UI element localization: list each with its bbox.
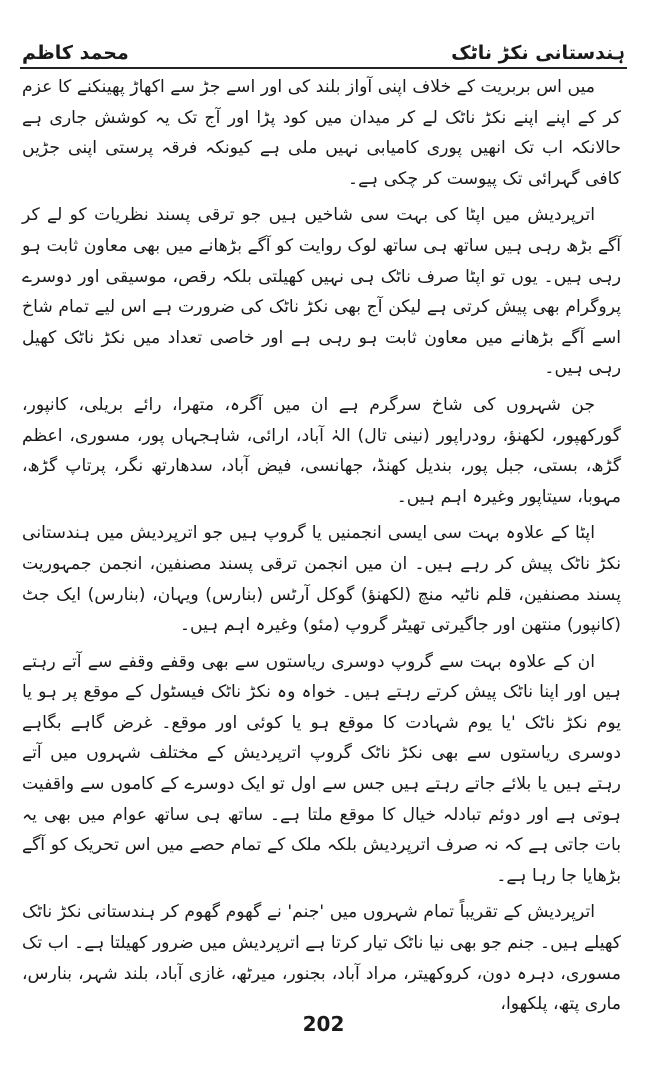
paragraph-4: اپٹا کے علاوہ بہت سی ایسی انجمنیں یا گروپ ہیں جو اترپردیش میں ہندستانی نکڑ ناٹک پیش کر رہے ہیں۔ ان میں انجمن ترقی پسند مصنفین، انجمن جمہوریت پسند مصنفین، قلم ناٹیہ منچ (لکھنؤ) گوکل آرٹس (بنارس) ویہان، (بنارس) ایک جٹ (کانپور) منتھن اور جاگیرتی تھیٹر گروپ (مئو) وغیرہ اہم ہیں۔	[22, 523, 621, 636]
paragraph-5: ان کے علاوہ بہت سے گروپ دوسری ریاستوں سے بھی وقفے وقفے سے آتے رہتے ہیں اور اپنا ناٹک پیش کرتے رہتے ہیں۔ خواہ وہ نکڑ ناٹک فیسٹول کے موقع پر ہو یا یوم نکڑ ناٹک 'یا یوم شہادت کا موقع ہو یا کوئی اور موقع۔ غرض گاہے بگاہے دوسری ریاستوں سے بھی نکڑ ناٹک گروپ اترپردیش کے مختلف شہروں میں آتے رہتے ہیں یا بلائے جاتے رہتے ہیں جس سے اول تو ایک دوسرے کے کاموں سے واقفیت ہوتی ہے اور دوئم تبادلہ خیال کا موقع ملتا ہے۔ ساتھ ہی ساتھ عوام میں بھی یہ بات جاتی ہے کہ نہ صرف اترپردیش بلکہ ملک کے تمام حصے میں اس تحریک کو آگے بڑھایا جا رہا ہے۔	[22, 651, 621, 886]
header-divider	[20, 67, 627, 69]
running-header	[22, 34, 625, 64]
page-number: 202	[302, 1012, 345, 1036]
header-author: محمد کاظم	[22, 42, 129, 64]
paragraph-3: جن شہروں کی شاخ سرگرم ہے ان میں آگرہ، متھرا، رائے بریلی، کانپور، گورکھپور، لکھنؤ، رودراپور (نینی تال) الہٰ آباد، ارائی، شاہجہاں پور، مسوری، اعظم گڑھ، بستی، جبل پور، بندیل کھنڈ، جھانسی، فیض آباد، سدھارتھ نگر، پرتاپ گڑھ، مہوبا، سیتاپور وغیرہ اہم ہیں۔	[22, 394, 621, 507]
paragraph-6: اترپردیش کے تقریباً تمام شہروں میں 'جنم' نے گھوم گھوم کر ہندستانی نکڑ ناٹک کھیلے ہیں۔ جنم جو بھی نیا ناٹک تیار کرتا ہے اترپردیش میں ضرور کھیلتا ہے۔ اب تک مسوری، دہرہ دون، کروکھیتر، مراد آباد، بجنور، میرٹھ، غازی آباد، بلند شہر، بنارس، ماری پتھ، پلکھوا،	[22, 902, 621, 1015]
header-book-title: ہندستانی نکڑ ناٹک	[451, 42, 625, 64]
body-text	[22, 72, 621, 1020]
paragraph-1: میں اس بربریت کے خلاف اپنی آواز بلند کی اور اسے جڑ سے اکھاڑ پھینکنے کا عزم کر کے اپنے اپنے نکڑ ناٹک لے کر میدان میں کود پڑا اور آج تک یہ کوشش جاری ہے حالانکہ اب تک انھیں پوری کامیابی نہیں ملی ہے کیونکہ فرقہ پرستی اپنی جڑیں کافی گہرائی تک پیوست کر چکی ہے۔	[22, 77, 621, 189]
paragraph-2: اترپردیش میں اپٹا کی بہت سی شاخیں ہیں جو ترقی پسند نظریات کو لے کر آگے بڑھ رہی ہیں ساتھ ہی ساتھ لوک روایت کو آگے بڑھانے میں بھی معاون ثابت ہو رہی ہیں۔ یوں تو اپٹا صرف ناٹک ہی نہیں کھیلتی بلکہ رقص، موسیقی اور دوسرے پروگرام بھی پیش کرتی ہے لیکن آج بھی نکڑ ناٹک کی ضرورت ہے اس لیے تمام شاخ اسے آگے بڑھانے میں معاون ثابت ہو رہی ہے اور خاصی تعداد میں نکڑ ناٹک کھیل رہی ہیں۔	[22, 205, 621, 379]
